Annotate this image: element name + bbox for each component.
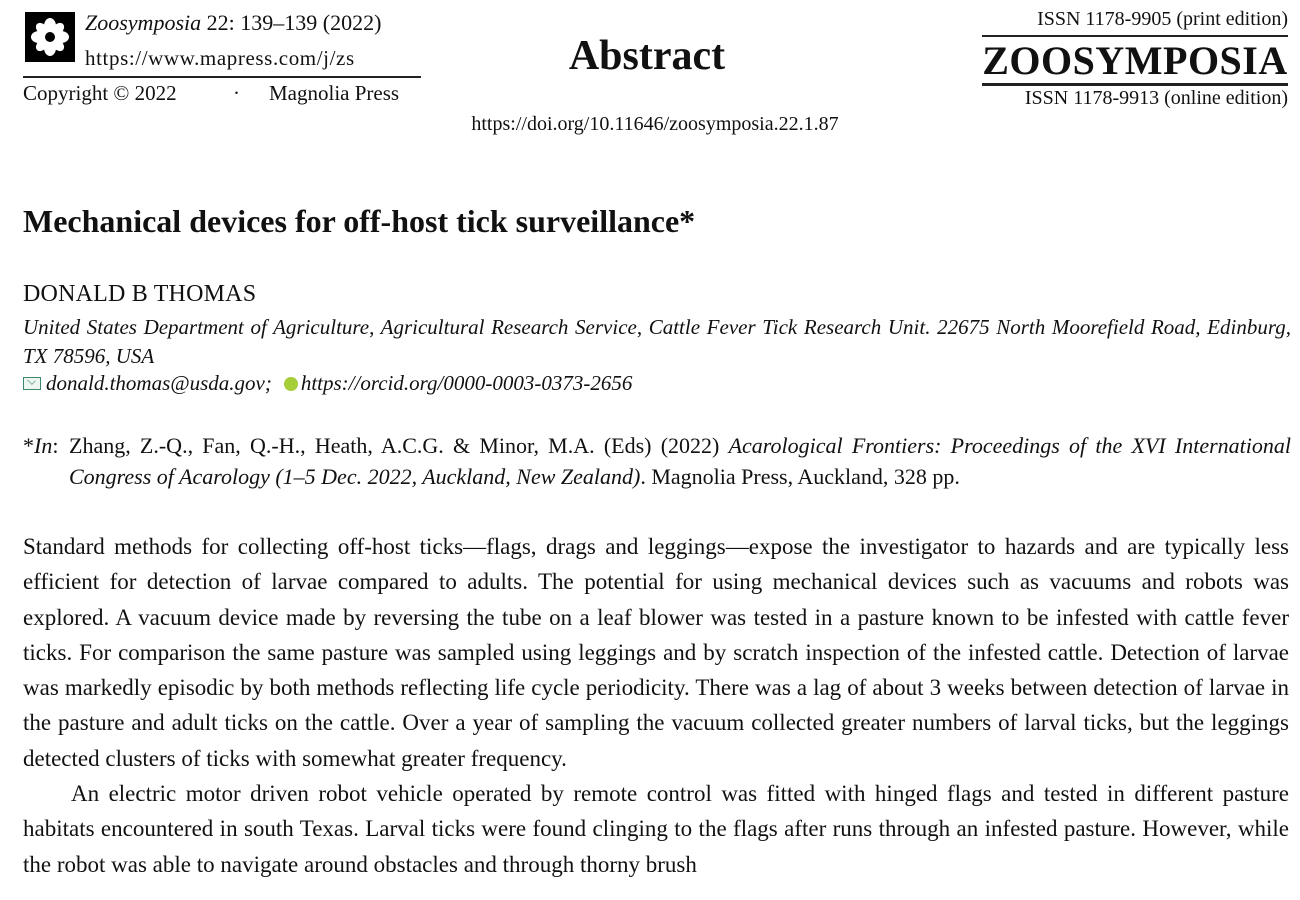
author-email-link[interactable]: donald.thomas@usda.gov; <box>46 371 272 395</box>
separator-dot: · <box>233 81 240 105</box>
journal-url-link[interactable]: https://www.mapress.com/j/zs <box>85 46 355 70</box>
abstract-paragraph-2: An electric motor driven robot vehicle operated by remote control was fitted with hinged flags and tested in different pasture habitats encountered in south Texas. Larval ticks were found clinging to the flags after runs through an infested pasture. However, while the robot was able to navigate around obstacles and through thorny brush <box>23 781 1289 877</box>
publisher-name: Magnolia Press <box>269 81 400 105</box>
author-affiliation: United States Department of Agriculture, Agricultural Research Service, Cattle Fever Tick Research Unit. 22675 North Moorefield Road, Edinburg, TX 78596, USA <box>23 315 1291 368</box>
header-right-rule-top <box>982 35 1288 37</box>
journal-name: Zoosymposia <box>85 10 202 35</box>
citation-book-title: Acarological Frontiers: Proceedings of the XVI International Congress of Acarology (1–5 Dec. 2022, Auckland, New Zealand) <box>69 433 1291 489</box>
article-title: Mechanical devices for off-host tick surveillance* <box>23 203 696 239</box>
header-right <box>982 6 1288 110</box>
citation-text <box>69 430 1291 492</box>
journal-wordmark: ZOOSYMPOSIA <box>982 38 1288 83</box>
proceedings-citation <box>23 430 1291 492</box>
citation-label: *In: <box>23 433 59 458</box>
issn-online: ISSN 1178-9913 (online edition) <box>1024 87 1288 109</box>
abstract-body <box>23 529 1289 882</box>
abstract-paragraph-1: Standard methods for collecting off-host ticks—flags, drags and leggings—expose the investigator to hazards and are typically less efficient for detection of larvae compared to adults. The potential for using mechanical devices such as vacuums and robots was explored. A vacuum device made by reversing the tube on a leaf blower was tested in a pasture known to be infested with cattle fever ticks. For comparison the same pasture was sampled using leggings and by scratch inspection of the infested cattle. Detection of larvae was markedly episodic by both methods reflecting life cycle periodicity. There was a lag of about 3 weeks between detection of larvae in the pasture and adult ticks on the cattle. Over a year of sampling the vacuum collected greater numbers of larval ticks, but the leggings detected clusters of ticks with somewhat greater frequency. <box>23 534 1289 771</box>
orcid-icon <box>284 377 298 391</box>
copyright-line <box>23 81 421 106</box>
citation-publisher: . Magnolia Press, Auckland, 328 pp. <box>640 464 960 489</box>
author-orcid-link[interactable]: https://orcid.org/0000-0003-0373-2656 <box>300 371 633 395</box>
citation-editors: Zhang, Z.-Q., Fan, Q.-H., Heath, A.C.G. & Minor, M.A. (Eds) (2022) <box>69 433 729 458</box>
author-contacts <box>23 371 632 396</box>
mail-icon <box>23 377 41 390</box>
author-name: DONALD B THOMAS <box>23 281 257 307</box>
copyright-text: Copyright © 2022 <box>23 81 177 105</box>
journal-volume: 22: 139–139 (2022) <box>201 10 382 35</box>
issn-print: ISSN 1178-9905 (print edition) <box>1037 8 1288 30</box>
section-heading: Abstract <box>568 33 726 79</box>
doi-link[interactable]: https://doi.org/10.11646/zoosymposia.22.1.87 <box>471 113 839 135</box>
